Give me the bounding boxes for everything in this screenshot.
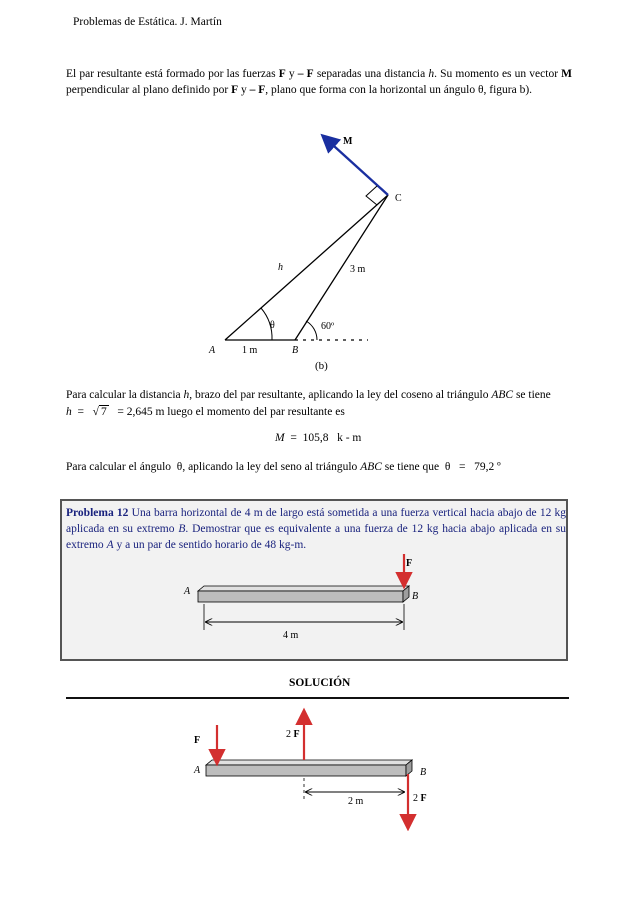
label-2f-top: 2 F bbox=[286, 729, 300, 740]
bar-top-face bbox=[198, 586, 409, 591]
label-c: C bbox=[395, 193, 402, 204]
paragraph-1: El par resultante está formado por las fuerzas F y – F separadas una distancia h. Su momento es un vector M perpendicular al plano definido por F y – F, plano que forma con la horizontal un ángulo θ, figura b). bbox=[66, 68, 573, 96]
label-2m: 2 m bbox=[348, 796, 364, 807]
bar-front bbox=[206, 765, 406, 776]
label-a: A bbox=[194, 765, 201, 776]
solution-figure bbox=[180, 706, 450, 831]
label-m: M bbox=[343, 136, 353, 147]
label-theta: θ bbox=[270, 320, 275, 331]
bar-top-face bbox=[206, 760, 412, 765]
paragraph-3: Para calcular el ángulo θ, aplicando la ley del seno al triángulo ABC se tiene que θ = 79,2 º bbox=[66, 461, 501, 473]
equation-h: h = √ 7 = 2,645 m luego el momento del par resultante es bbox=[66, 406, 345, 418]
figure-b bbox=[200, 125, 420, 375]
label-b: B bbox=[292, 345, 299, 356]
right-angle-mark bbox=[366, 186, 377, 205]
label-1m: 1 m bbox=[242, 345, 258, 356]
label-a: A bbox=[184, 586, 191, 597]
label-2f-bottom: 2 F bbox=[413, 793, 427, 804]
moment-vector bbox=[324, 137, 388, 195]
solution-title: SOLUCIÓN bbox=[289, 677, 351, 689]
bar-front bbox=[198, 591, 403, 602]
equation-m: M = 105,8 k - m bbox=[275, 432, 362, 444]
label-b: B bbox=[412, 591, 419, 602]
label-4m: 4 m bbox=[283, 630, 299, 641]
solution-divider bbox=[66, 697, 569, 699]
label-3m: 3 m bbox=[350, 264, 366, 275]
label-f: F bbox=[406, 558, 413, 569]
paragraph-2: Para calcular la distancia h, brazo del par resultante, aplicando la ley del coseno al triángulo ABC se tiene bbox=[66, 389, 551, 401]
label-b: B bbox=[420, 767, 427, 778]
label-60: 60º bbox=[321, 321, 335, 332]
label-h: h bbox=[278, 262, 283, 273]
problem-12-text: Problema 12 Una barra horizontal de 4 m de largo está sometida a una fuerza vertical hacia abajo de 12 kg aplicada en su extremo B. Demostrar que es equivalente a una fuerza de 12 kg hacia abajo aplicada en su extremo A y a un par de sentido horario de 48 kg-m. bbox=[66, 507, 567, 551]
label-f: F bbox=[194, 735, 201, 746]
label-a: A bbox=[209, 345, 216, 356]
page-header: Problemas de Estática. J. Martín bbox=[73, 16, 222, 28]
problem-12-figure bbox=[170, 552, 440, 652]
caption-b: (b) bbox=[315, 360, 328, 372]
angle-60-arc bbox=[306, 321, 317, 340]
side-bc bbox=[295, 195, 388, 340]
